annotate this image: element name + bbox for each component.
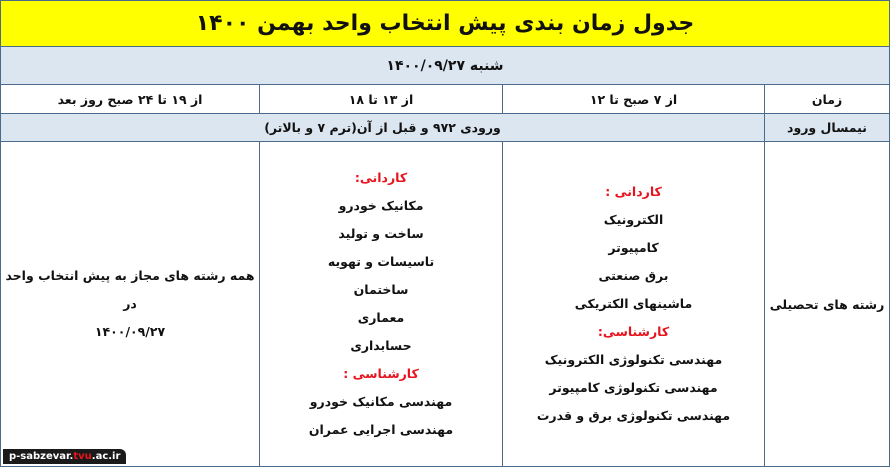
fields-slot-2-list: [309, 164, 453, 444]
fields-label: رشته های تحصیلی: [769, 296, 885, 312]
list-item: تاسیسات و تهویه: [327, 254, 435, 269]
time-slot-1: از ۷ صبح تا ۱۲: [589, 91, 678, 107]
list-item: برق صنعتی: [598, 268, 669, 283]
list-item: مهندسی اجرایی عمران: [308, 422, 454, 437]
entry-value-cell: [1, 114, 764, 141]
fields-slot-1-list: [537, 178, 730, 430]
list-item: ساختمان: [353, 282, 409, 297]
fields-slot-3-cell: [1, 142, 259, 466]
list-item: حسابداری: [350, 338, 412, 353]
all-fields-note: همه رشته های مجاز به پیش انتخاب واحد: [5, 268, 255, 283]
time-slot-3: از ۱۹ تا ۲۴ صبح روز بعد: [57, 91, 203, 107]
fields-slot-2-cell: [259, 142, 502, 466]
entry-semester-row: [1, 114, 889, 142]
time-label-cell: [764, 85, 889, 113]
all-fields-connector: در: [123, 296, 137, 311]
time-slot-1-cell: [502, 85, 764, 113]
time-header-row: [1, 85, 889, 114]
entry-label: نیمسال ورود: [787, 120, 867, 135]
time-slot-2: از ۱۳ تا ۱۸: [348, 91, 414, 107]
list-item: کامپیوتر: [608, 240, 659, 255]
list-item: مهندسی تکنولوژی برق و قدرت: [536, 408, 731, 423]
watermark-suffix: .ac.ir: [91, 451, 121, 462]
table-title: [1, 1, 889, 47]
karshenasi-heading: کارشناسی :: [343, 366, 419, 381]
date-text: شنبه ۱۴۰۰/۰۹/۲۷: [386, 57, 504, 74]
list-item: الکترونیک: [603, 212, 664, 227]
kardani-heading: کاردانی :: [605, 184, 662, 199]
list-item: مهندسی تکنولوژی الکترونیک: [544, 352, 723, 367]
list-item: مکانیک خودرو: [338, 198, 424, 213]
fields-slot-3-text: [5, 262, 254, 346]
entry-label-cell: [764, 114, 889, 141]
time-label: زمان: [811, 91, 843, 107]
watermark-prefix: p-sabzevar.: [9, 451, 74, 462]
fields-slot-1-cell: [502, 142, 764, 466]
kardani-heading: کاردانی:: [354, 170, 408, 185]
date-row: [1, 47, 889, 85]
list-item: مهندسی مکانیک خودرو: [309, 394, 453, 409]
list-item: ساخت و تولید: [338, 226, 424, 241]
time-slot-3-cell: [1, 85, 259, 113]
fields-label-cell: [764, 142, 889, 466]
entry-value: ورودی ۹۷۲ و قبل از آن(ترم ۷ و بالاتر): [264, 120, 501, 135]
list-item: ماشینهای الکتریکی: [574, 296, 693, 311]
watermark-accent: tvu: [73, 451, 92, 462]
list-item: معماری: [357, 310, 405, 325]
all-fields-date: ۱۴۰۰/۰۹/۲۷: [94, 324, 166, 339]
list-item: مهندسی تکنولوژی کامپیوتر: [549, 380, 718, 395]
site-watermark: [3, 449, 126, 464]
karshenasi-heading: کارشناسی:: [597, 324, 670, 339]
title-text: جدول زمان بندی پیش انتخاب واحد بهمن ۱۴۰۰: [195, 11, 695, 36]
fields-row: [1, 142, 889, 466]
time-slot-2-cell: [259, 85, 502, 113]
